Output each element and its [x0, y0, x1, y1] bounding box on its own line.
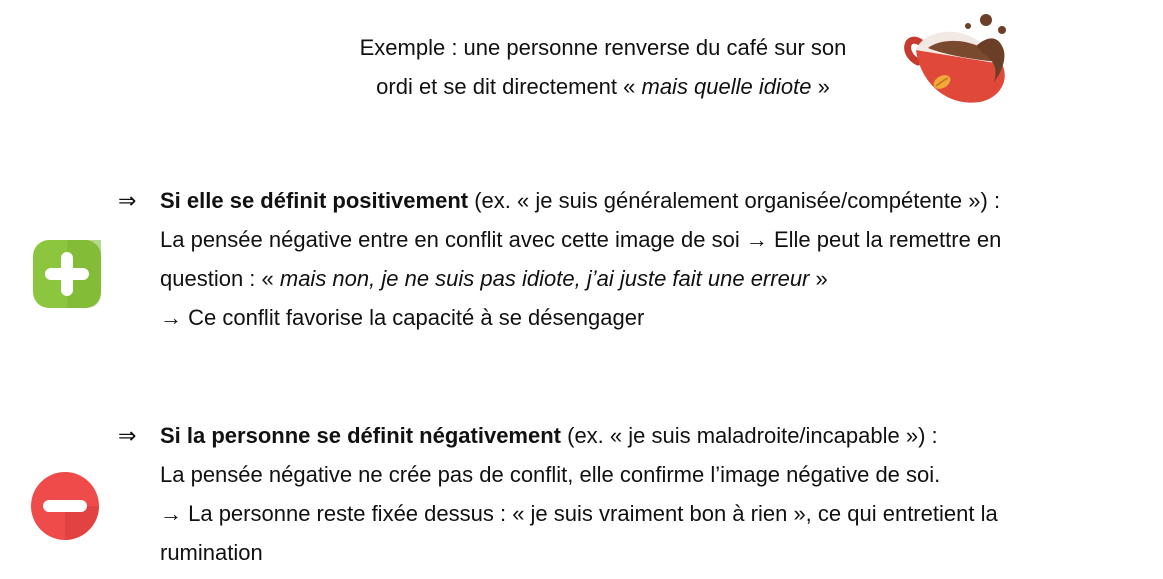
- negative-example: (ex. « je suis maladroite/incapable ») :: [561, 423, 938, 448]
- positive-line-3-start: question : «: [160, 266, 280, 291]
- example-quote: mais quelle idiote: [641, 74, 812, 99]
- positive-example: (ex. « je suis généralement organisée/compétente ») :: [468, 188, 1001, 213]
- positive-line-4: → Ce conflit favorise la capacité à se désengager: [160, 305, 645, 330]
- positive-heading: Si elle se définit positivement: [160, 188, 469, 213]
- positive-definition-block: [118, 181, 1150, 337]
- example-line-2-start: ordi et se dit directement «: [376, 74, 642, 99]
- positive-heading-line: [160, 181, 1150, 220]
- example-text: [300, 28, 906, 106]
- positive-quote: mais non, je ne suis pas idiote, j’ai juste fait une erreur: [279, 266, 810, 291]
- double-arrow-icon: ⇒: [118, 423, 137, 448]
- negative-line-2: La pensée négative ne crée pas de conflit, elle confirme l’image négative de soi.: [160, 462, 941, 487]
- negative-heading: Si la personne se définit négativement: [160, 423, 561, 448]
- double-arrow-icon: ⇒: [118, 188, 137, 213]
- example-line-1: Exemple : une personne renverse du café sur son: [359, 35, 847, 60]
- positive-line-3: [160, 259, 1150, 298]
- negative-line-4: rumination: [160, 540, 263, 565]
- negative-heading-line: [160, 416, 1150, 455]
- coffee-spill-icon: [898, 12, 1016, 110]
- negative-definition-block: [118, 416, 1150, 572]
- plus-icon: [31, 238, 103, 310]
- positive-line-2: La pensée négative entre en conflit avec cette image de soi → Elle peut la remettre en: [160, 227, 1002, 252]
- positive-line-3-end: »: [809, 266, 828, 291]
- minus-icon: [29, 470, 101, 542]
- negative-line-3: → La personne reste fixée dessus : « je suis vraiment bon à rien », ce qui entretient la: [160, 501, 998, 526]
- example-line-2-end: »: [811, 74, 830, 99]
